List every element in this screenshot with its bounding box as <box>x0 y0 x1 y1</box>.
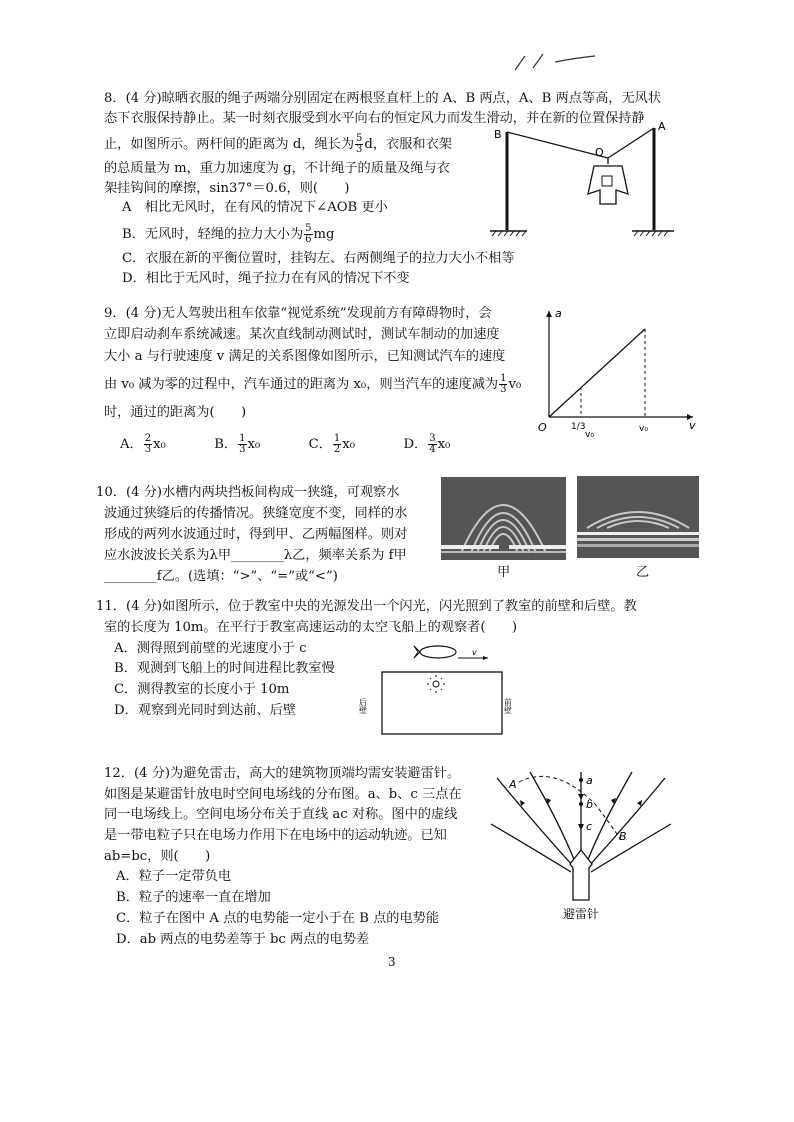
q11-figure <box>360 638 530 738</box>
q10-label-yi: 乙 <box>636 565 650 580</box>
q8-fig-label-b: B <box>494 128 502 141</box>
q9-line4: 由 v₀ 减为零的过程中，汽车通过的距离为 x₀，则当汽车的速度减为 $\frac{1}{3}$ v₀ <box>104 373 522 395</box>
q9-tick-third: v₀ <box>585 430 594 440</box>
q10-line3: 形成的两列水波通过时，得到甲、乙两幅图样。则对 <box>104 527 408 542</box>
q8-fraction-tension: $\frac{5}{6}$ <box>305 223 312 245</box>
q9-option-a: A． $\frac{2}{3}$ x₀ <box>120 433 166 455</box>
q12-option-d: D．ab 两点的电势差等于 bc 两点的电势差 <box>116 932 370 947</box>
q12-fig-caption: 避雷针 <box>563 907 600 921</box>
q9-graph <box>535 305 700 445</box>
q10-photo-jia <box>441 477 566 564</box>
q8-option-c: C．衣服在新的平衡位置时，挂钩左、右两侧绳子的拉力大小不相等 <box>122 251 515 266</box>
q9-option-c: C． $\frac{1}{2}$ x₀ <box>308 433 356 455</box>
q12-option-c: C．粒子在图中 A 点的电势能一定小于在 B 点的电势能 <box>116 911 440 926</box>
q12-fig-label-a: a <box>586 774 593 787</box>
pen-scribble <box>505 48 605 78</box>
q8-line5: 架挂钩间的摩擦，sin37°＝0.6，则( ) <box>104 181 350 196</box>
q12-line1: 12．(4 分)为避免雷击，高大的建筑物顶端均需安装避雷针。 <box>104 766 461 781</box>
q11-fig-front-wall: 前壁 <box>503 698 513 714</box>
q8-line2: 态下衣服保持静止。某一时刻衣服受到水平向右的恒定风力而发生滑动，并在新的位置保持静 <box>104 111 645 126</box>
q9-line1: 9．(4 分)无人驾驶出租车依靠“视觉系统”发现前方有障碍物时，会 <box>104 306 492 321</box>
q9-options <box>120 434 450 455</box>
q9-tick-v0: v₀ <box>639 424 648 434</box>
q9-option-b: B． $\frac{1}{3}$ x₀ <box>214 433 261 455</box>
q8-line3 <box>104 134 452 155</box>
q9-line2: 立即启动刹车系统减速。某次直线制动测试时，测试车制动的加速度 <box>104 327 500 342</box>
q10-line5: ________f乙。(选填：“>”、“=”或“<”) <box>104 569 338 584</box>
q11-fig-v: v <box>472 648 477 657</box>
q11-line1: 11．(4 分)如图所示，位于教室中央的光源发出一个闪光，闪光照到了教室的前壁和后壁。教 <box>96 599 637 614</box>
q9-axis-label-v: v <box>689 419 696 432</box>
q9-axis-label-a: a <box>555 307 562 320</box>
q12-figure <box>485 764 675 924</box>
page-number: 3 <box>388 955 396 969</box>
q12-fig-label-b: b <box>586 798 593 811</box>
q8-line3-b: d，衣服和衣架 <box>364 137 452 152</box>
q11-option-c: C．测得教室的长度小于 10m <box>114 682 290 697</box>
q8-option-a: A 相比无风时，在有风的情况下∠AOB 更小 <box>122 200 388 215</box>
q8-line3-a: 止，如图所示。两杆间的距离为 d，绳长为 <box>104 137 355 152</box>
q12-fig-label-c: c <box>586 820 593 833</box>
q11-fig-back-wall: 后壁 <box>358 698 368 714</box>
q9-tick-third-frac: 1/3 <box>571 422 586 432</box>
q11-option-d: D．观察到光同时到达前、后壁 <box>114 703 297 718</box>
q9-line5: 时，通过的距离为( ) <box>104 405 247 420</box>
q8-fig-label-o: O <box>595 146 604 159</box>
q12-fig-label-a-upper: A <box>509 778 517 791</box>
q10-photo-yi <box>577 476 699 562</box>
q9-line3: 大小 a 与行驶速度 v 满足的关系图像如图所示，已知测试汽车的速度 <box>104 349 506 364</box>
q11-option-b: B．观测到飞船上的时间进程比教室慢 <box>114 661 335 676</box>
q10-line4: 应水波波长关系为λ甲________λ乙，频率关系为 f甲 <box>104 548 407 563</box>
q8-line4: 的总质量为 m，重力加速度为 g，不计绳子的质量及绳与衣 <box>104 161 450 176</box>
q12-line2: 如图是某避雷针放电时空间电场线的分布图。a、b、c 三点在 <box>104 787 462 802</box>
q12-line5: ab=bc，则( ) <box>104 849 211 864</box>
q10-line2: 波通过狭缝后的传播情况。狭缝宽度不变，同样的水 <box>104 506 408 521</box>
q12-option-b: B．粒子的速率一直在增加 <box>116 890 271 905</box>
q12-option-a: A．粒子一定带负电 <box>116 869 232 884</box>
q12-line3: 同一电场线上。空间电场分布关于直线 ac 对称。图中的虚线 <box>104 807 458 822</box>
q9-origin-label: O <box>538 421 547 434</box>
q8-figure <box>482 118 682 243</box>
q10-line1: 10．(4 分)水槽内两块挡板间构成一狭缝，可观察水 <box>96 485 400 500</box>
q8-option-b: B．无风时，轻绳的拉力大小为 $\frac{5}{6}$ mg <box>122 223 335 245</box>
q11-option-a: A．测得照到前壁的光速度小于 c <box>114 641 307 656</box>
q8-fig-label-a: A <box>658 120 666 133</box>
q8-fraction-rope: $\frac{5}{3}$ <box>356 133 363 155</box>
q12-fig-label-b-upper: B <box>619 830 627 843</box>
q8-line1: 8．(4 分)晾晒衣服的绳子两端分别固定在两根竖直杆上的 A、B 两点，A、B 两点等高，无风状 <box>104 91 662 106</box>
q9-option-d: D． $\frac{3}{4}$ x₀ <box>403 433 451 455</box>
q11-line2: 室的长度为 10m。在平行于教室高速运动的太空飞船上的观察者( ) <box>104 620 518 635</box>
q12-line4: 是一带电粒子只在电场力作用下在电场中的运动轨迹。已知 <box>104 828 447 843</box>
q8-option-d: D．相比于无风时，绳子拉力在有风的情况下不变 <box>122 271 410 286</box>
q9-fraction: $\frac{1}{3}$ <box>500 373 507 395</box>
q10-label-jia: 甲 <box>497 565 511 580</box>
